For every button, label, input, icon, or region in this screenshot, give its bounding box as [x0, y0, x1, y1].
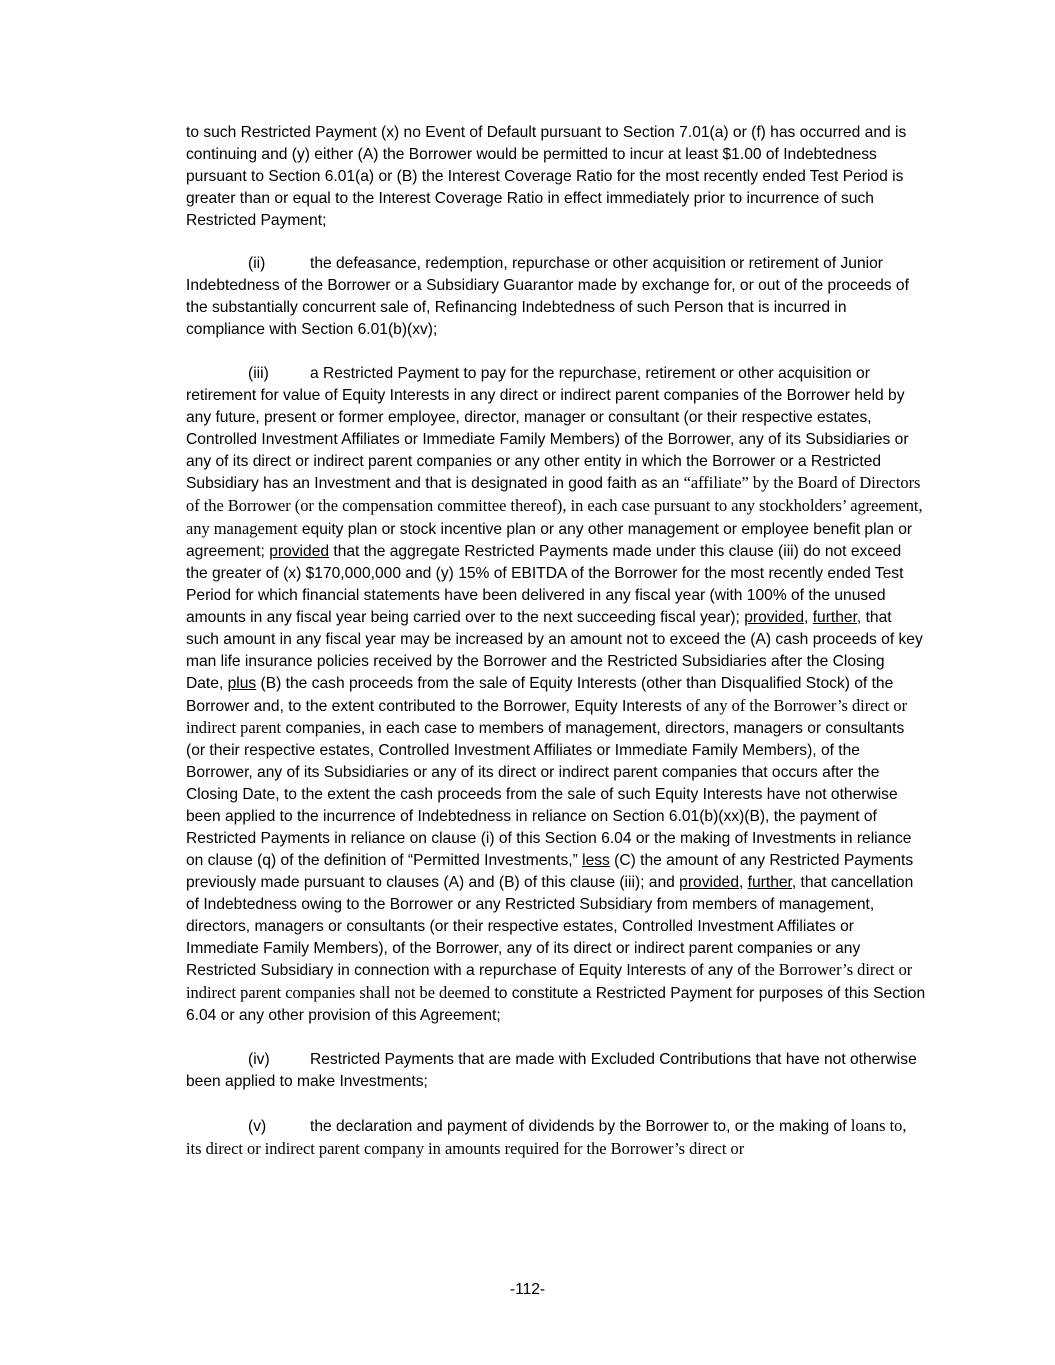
- underlined-term: further: [812, 608, 857, 626]
- clause-text-serif: “affiliate” by the Board of Directors of the Borrower (or the compensation committee thereof), in each case pursuant to any stockholders’ agreement, any management: [186, 473, 923, 539]
- document-page: [186, 122, 926, 1182]
- paragraph-clause-iii: [186, 363, 926, 1027]
- clause-text: Restricted Payments that are made with Excluded Contributions that have not otherwise been applied to make Investments;: [186, 1051, 917, 1090]
- clause-text: a Restricted Payment to pay for the repurchase, retirement or other acquisition or retirement for value of Equity Interests in any direct or indirect parent companies of the Borrower held by any future, present or former employee, director, manager or consultant (or their respective estates, Controlled Investment Affiliates or Immediate Family Members) of the Borrower, any of its Subsidiaries or any of its direct or indirect parent companies or any other entity in which the Borrower or a Restricted Subsidiary has an Investment and that is designated in good faith as an: [186, 364, 909, 493]
- page-number: -112-: [509, 1281, 546, 1298]
- clause-text: ,: [804, 608, 813, 626]
- clause-text: the defeasance, redemption, repurchase or other acquisition or retirement of Junior Indebtedness of the Borrower or a Subsidiary Guarantor made by exchange for, or out of the proceeds of the substantially concurrent sale of, Refinancing Indebtedness of such Person that is incurred in compliance with Section 6.01(b)(xv);: [186, 255, 909, 339]
- clause-number: (ii): [248, 255, 266, 273]
- clause-number: (iv): [248, 1051, 270, 1069]
- clause-text-serif: the Borrower’s direct or indirect parent companies shall not be deemed: [186, 960, 913, 1003]
- clause-text-serif: of any of the Borrower’s direct or indirect parent: [186, 695, 908, 738]
- clause-text: equity plan or stock incentive plan or any other management or employee benefit plan or agreement;: [186, 521, 913, 561]
- underlined-term: provided: [744, 608, 805, 626]
- clause-text-serif: loans to, its direct or indirect parent company in amounts required for the Borrower’s direct or: [186, 1115, 907, 1158]
- underlined-term: plus: [227, 674, 257, 692]
- underlined-term: provided: [679, 873, 739, 891]
- clause-text: (B) the cash proceeds from the sale of Equity Interests (other than Disqualified Stock) of the Borrower and, to the extent contributed to the Borrower, Equity Interests: [186, 674, 894, 715]
- clause-text: ,: [739, 873, 748, 891]
- paragraph-clause-v: [186, 1115, 926, 1161]
- clause-number: (iii): [248, 364, 269, 382]
- clause-text: the declaration and payment of dividends by the Borrower to, or the making of: [310, 1117, 851, 1135]
- underlined-term: further: [747, 873, 792, 891]
- clause-text: companies, in each case to members of management, directors, managers or consultants (or their respective estates, Controlled Investment Affiliates or Immediate Family Members), of the Borrower, any of its Subsidiaries or any of its direct or indirect parent companies that occurs after the Closing Date, to the extent the cash proceeds from the sale of such Equity Interests have not otherwise been applied to the incurrence of Indebtedness in reliance on Section 6.01(b)(xx)(B), the payment of Restricted Payments in reliance on clause (i) of this Section 6.04 or the making of Investments in reliance on clause (q) of the definition of “Permitted Investments,”: [186, 720, 912, 869]
- paragraph-continuation: to such Restricted Payment (x) no Event of Default pursuant to Section 7.01(a) or (f) has occurred and is continuing and (y) either (A) the Borrower would be permitted to incur at least $1.00 of Indebtedness pursuant to Section 6.01(a) or (B) the Interest Coverage Ratio for the most recently ended Test Period is greater than or equal to the Interest Coverage Ratio in effect immediately prior to incurrence of such Restricted Payment;: [186, 124, 907, 229]
- underlined-term: provided: [269, 543, 330, 561]
- paragraph-clause-iv: [186, 1049, 926, 1093]
- clause-text: that the aggregate Restricted Payments made under this clause (iii) do not exceed the greater of (x) $170,000,000 and (y) 15% of EBITDA of the Borrower for the most recently ended Test Period for which financial statements have been delivered in any fiscal year (with 100% of the unused amounts in any fiscal year being carried over to the next succeeding fiscal year);: [186, 543, 904, 626]
- clause-number: (v): [248, 1117, 267, 1135]
- clause-text: (C) the amount of any Restricted Payments previously made pursuant to clauses (A) and (B) of this clause (iii); and: [186, 851, 914, 891]
- clause-text: , that such amount in any fiscal year may be increased by an amount not to exceed the (A) cash proceeds of key man life insurance policies received by the Borrower and the Restricted Subsidiaries after the Closing Date,: [186, 608, 923, 692]
- underlined-term: less: [582, 851, 610, 869]
- clause-text: to constitute a Restricted Payment for purposes of this Section 6.04 or any other provision of this Agreement;: [186, 985, 926, 1025]
- clause-text: , that cancellation of Indebtedness owing to the Borrower or any Restricted Subsidiary from members of management, directors, managers or consultants (or their respective estates, Controlled Investment Affiliates or Immediate Family Members), of the Borrower, any of its direct or indirect parent companies or any Restricted Subsidiary in connection with a repurchase of Equity Interests of any of: [186, 873, 914, 980]
- paragraph-clause-ii: [186, 253, 926, 341]
